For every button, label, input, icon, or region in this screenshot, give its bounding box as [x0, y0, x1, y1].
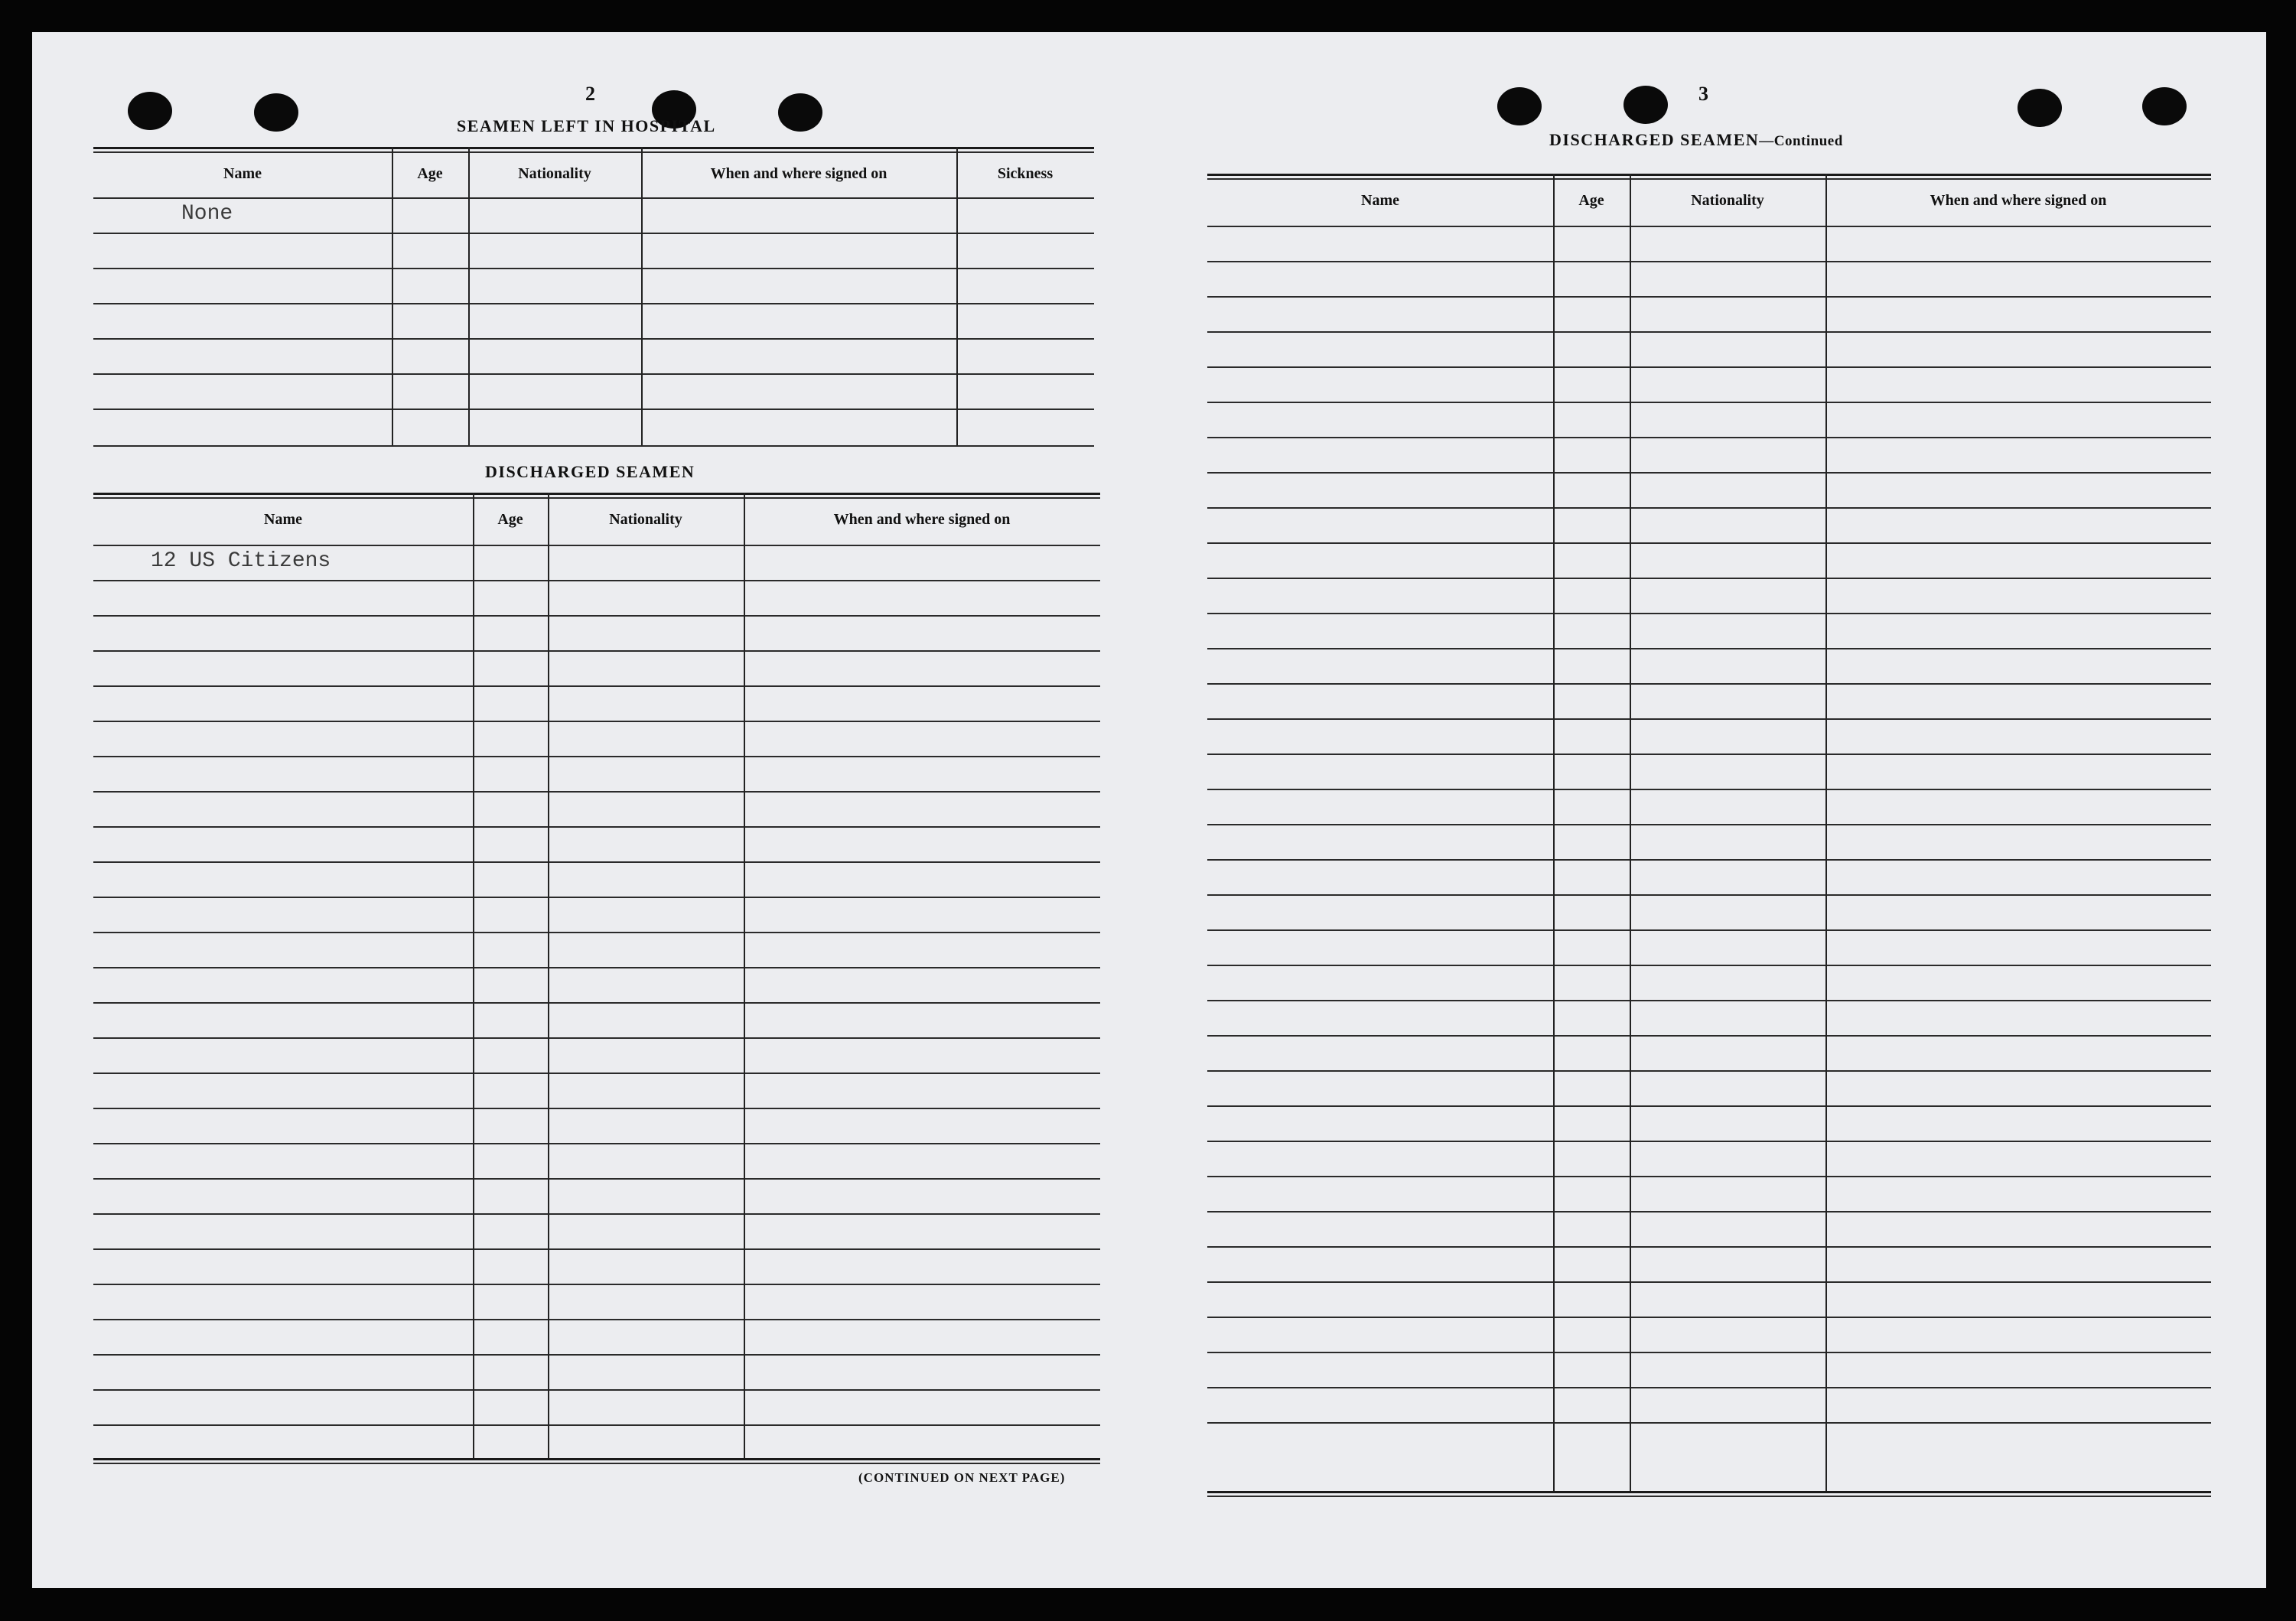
hospital-entry: None [181, 202, 233, 226]
punch-hole [2142, 87, 2187, 125]
continued-note: (CONTINUED ON NEXT PAGE) [858, 1470, 1066, 1485]
discharged-table-left [93, 493, 1100, 1502]
punch-hole [1623, 86, 1668, 124]
col-header-name: Name [223, 165, 262, 182]
col-header-nationality: Nationality [518, 165, 591, 182]
discharged-entry: 12 US Citizens [151, 549, 331, 573]
discharged-table-right [1207, 174, 2211, 1505]
punch-hole [1497, 87, 1542, 125]
punch-hole [254, 93, 298, 132]
col-header-age: Age [497, 511, 523, 528]
page-number-right: 3 [1698, 83, 1708, 105]
col-header-age: Age [1578, 192, 1604, 209]
punch-hole [2018, 89, 2062, 127]
hospital-table [93, 147, 1094, 453]
col-header-age: Age [417, 165, 443, 182]
col-header-nationality: Nationality [609, 511, 682, 528]
col-header-name: Name [264, 511, 302, 528]
discharged-section-title: DISCHARGED SEAMEN [485, 462, 695, 481]
discharged-continued-title [1549, 130, 1843, 150]
discharged-continued-title-suffix: —Continued [1759, 133, 1843, 149]
punch-hole [128, 92, 172, 130]
col-header-nationality: Nationality [1691, 192, 1764, 209]
col-header-signed-on: When and where signed on [833, 511, 1011, 528]
col-header-signed-on: When and where signed on [1930, 192, 2107, 209]
discharged-continued-title-main: DISCHARGED SEAMEN [1549, 130, 1760, 149]
col-header-signed-on: When and where signed on [710, 165, 887, 182]
page-number-left: 2 [585, 83, 595, 105]
document-sheet [32, 32, 2266, 1588]
col-header-name: Name [1361, 192, 1399, 209]
hospital-section-title: SEAMEN LEFT IN HOSPITAL [457, 116, 716, 135]
punch-hole [778, 93, 822, 132]
col-header-sickness: Sickness [997, 165, 1054, 182]
